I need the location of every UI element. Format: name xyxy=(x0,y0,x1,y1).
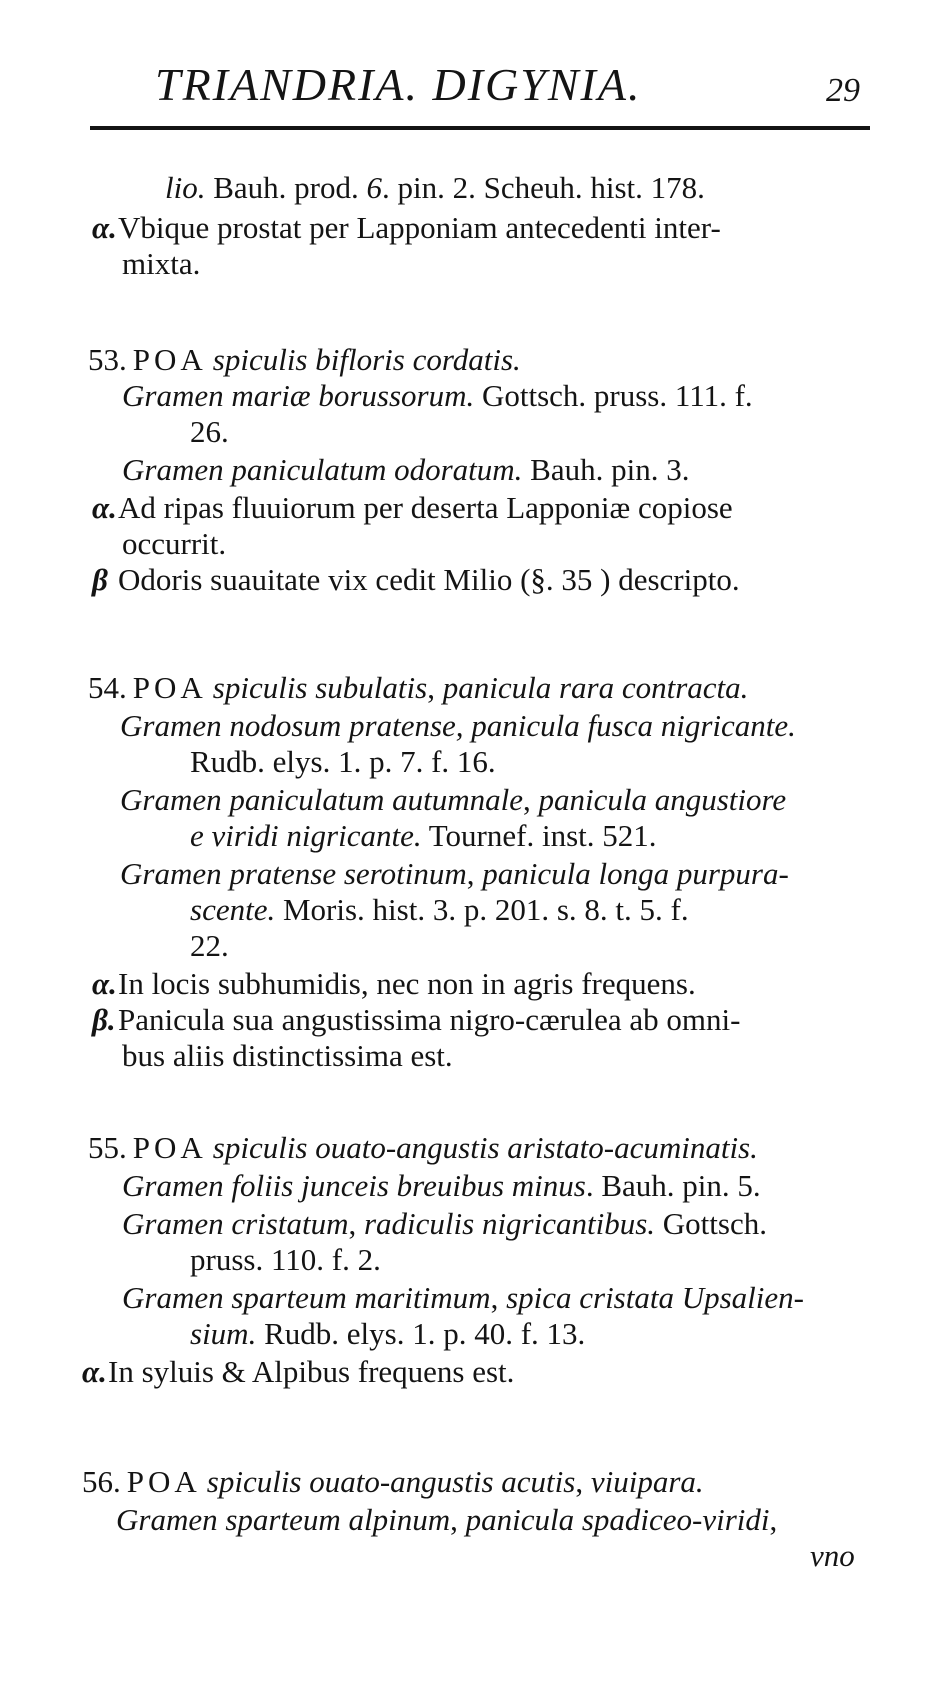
text-line xyxy=(165,170,705,206)
text-segment: , xyxy=(490,1280,507,1315)
italic-segment: spiculis subulatis xyxy=(212,670,428,705)
text-segment: , xyxy=(575,1464,591,1499)
text-line xyxy=(92,210,721,246)
text-line xyxy=(88,1130,758,1166)
paragraph-mark: α. xyxy=(92,966,117,1001)
italic-segment: Gramen foliis junceis breuibus minus xyxy=(122,1168,586,1203)
italic-segment: 6 xyxy=(366,170,382,205)
text-segment: Rudb. elys. 1. p. 40. f. 13. xyxy=(256,1316,586,1351)
italic-segment: spiculis bifloris cordatis. xyxy=(212,342,521,377)
genus-name: POA xyxy=(132,670,207,705)
text-segment: 26. xyxy=(190,414,229,449)
text-segment: , xyxy=(466,856,483,891)
text-line xyxy=(122,1038,453,1074)
text-line xyxy=(82,1354,514,1390)
text-line xyxy=(122,246,200,282)
text-segment: Gottsch. pruss. 111. f. xyxy=(474,378,753,413)
italic-segment: radiculis nigricantibus. xyxy=(363,1206,656,1241)
genus-name: POA xyxy=(126,1464,201,1499)
text-segment: . Bauh. pin. 5. xyxy=(585,1168,761,1203)
text-line xyxy=(120,708,796,744)
text-line xyxy=(92,1002,740,1038)
paragraph-mark: β. xyxy=(92,1002,116,1037)
text-line xyxy=(190,892,689,928)
text-line xyxy=(190,818,657,854)
genus-name: POA xyxy=(132,342,207,377)
text-line xyxy=(190,744,496,780)
text-line xyxy=(190,414,229,450)
header-rule xyxy=(90,126,870,130)
text-segment: In syluis & Alpibus frequens est. xyxy=(108,1354,515,1389)
italic-segment: panicula longa purpura- xyxy=(482,856,789,891)
text-line xyxy=(190,1242,381,1278)
italic-segment: panicula spadiceo-viridi xyxy=(465,1502,770,1537)
text-line xyxy=(122,1280,804,1316)
italic-segment: Gramen nodosum pratense, panicula fusca nigricante. xyxy=(120,708,796,743)
text-line xyxy=(122,526,226,562)
italic-segment: Gramen paniculatum odoratum. xyxy=(122,452,523,487)
paragraph-mark: α. xyxy=(92,490,117,525)
text-segment: . pin. 2. Scheuh. hist. 178. xyxy=(382,170,705,205)
italic-segment: Gramen mariæ borussorum. xyxy=(122,378,475,413)
italic-segment: panicula rara contracta. xyxy=(442,670,749,705)
italic-segment: e viridi nigricante. xyxy=(190,818,422,853)
text-segment: Gottsch. xyxy=(655,1206,767,1241)
italic-segment: scente. xyxy=(190,892,276,927)
species-number: 53. xyxy=(88,342,127,377)
page-number: 29 xyxy=(826,72,860,109)
text-line xyxy=(116,1502,777,1538)
text-segment: Bauh. pin. 3. xyxy=(522,452,690,487)
running-head xyxy=(0,50,933,120)
italic-segment: viuipara. xyxy=(590,1464,704,1499)
italic-segment: vno xyxy=(810,1538,855,1573)
text-segment: Bauh. prod. xyxy=(205,170,367,205)
italic-segment: Gramen sparteum alpinum xyxy=(116,1502,451,1537)
running-head-title: TRIANDRIA. DIGYNIA. xyxy=(155,59,642,110)
text-segment: 22. xyxy=(190,928,229,963)
text-segment: Ad ripas fluuiorum per deserta Lapponiæ copiose xyxy=(118,490,733,525)
text-segment: occurrit. xyxy=(122,526,227,561)
italic-segment: spiculis ouato-angustis acutis xyxy=(206,1464,576,1499)
text-segment: mixta. xyxy=(122,246,201,281)
text-segment: Moris. hist. 3. p. 201. s. 8. t. 5. f. xyxy=(275,892,689,927)
species-number: 54. xyxy=(88,670,127,705)
italic-segment: Gramen paniculatum autumnale xyxy=(120,782,523,817)
text-segment: In locis subhumidis, nec non in agris frequens. xyxy=(118,966,696,1001)
species-number: 56. xyxy=(82,1464,121,1499)
text-line xyxy=(122,1206,767,1242)
text-line xyxy=(88,670,748,706)
italic-segment: Gramen cristatum xyxy=(122,1206,349,1241)
text-segment: Tournef. inst. 521. xyxy=(421,818,657,853)
text-line xyxy=(92,490,733,526)
text-line xyxy=(120,782,786,818)
text-line xyxy=(88,342,521,378)
italic-segment: spica cristata Upsalien- xyxy=(506,1280,804,1315)
text-segment: bus aliis distinctissima est. xyxy=(122,1038,453,1073)
text-segment: Panicula sua angustissima nigro-cærulea ab omni- xyxy=(118,1002,741,1037)
text-segment: , xyxy=(348,1206,364,1241)
paragraph-mark: α. xyxy=(82,1354,107,1389)
text-segment: Odoris suauitate vix cedit Milio (§. 35 ) descripto. xyxy=(118,562,740,597)
paragraph-mark: β xyxy=(92,562,108,597)
text-segment: , xyxy=(522,782,539,817)
text-line xyxy=(190,928,229,964)
text-line xyxy=(190,1316,585,1352)
italic-segment: sium. xyxy=(190,1316,257,1351)
genus-name: POA xyxy=(132,1130,207,1165)
italic-segment: lio. xyxy=(165,170,206,205)
paragraph-mark: α. xyxy=(92,210,117,245)
text-segment: Vbique prostat per Lapponiam antecedenti inter- xyxy=(118,210,721,245)
text-segment: , xyxy=(427,670,443,705)
text-segment: , xyxy=(450,1502,466,1537)
italic-segment: spiculis ouato-angustis aristato-acuminatis. xyxy=(212,1130,758,1165)
text-line xyxy=(92,966,696,1002)
text-segment: , xyxy=(769,1502,778,1537)
species-number: 55. xyxy=(88,1130,127,1165)
italic-segment: panicula angustiore xyxy=(538,782,787,817)
text-line xyxy=(810,1538,855,1574)
text-line xyxy=(82,1464,704,1500)
italic-segment: Gramen pratense serotinum xyxy=(120,856,467,891)
text-line xyxy=(120,856,789,892)
text-line xyxy=(122,378,753,414)
italic-segment: Gramen sparteum maritimum xyxy=(122,1280,491,1315)
text-segment: pruss. 110. f. 2. xyxy=(190,1242,381,1277)
text-segment: Rudb. elys. 1. p. 7. f. 16. xyxy=(190,744,496,779)
text-line xyxy=(122,1168,761,1204)
text-line xyxy=(92,562,740,598)
text-line xyxy=(122,452,689,488)
